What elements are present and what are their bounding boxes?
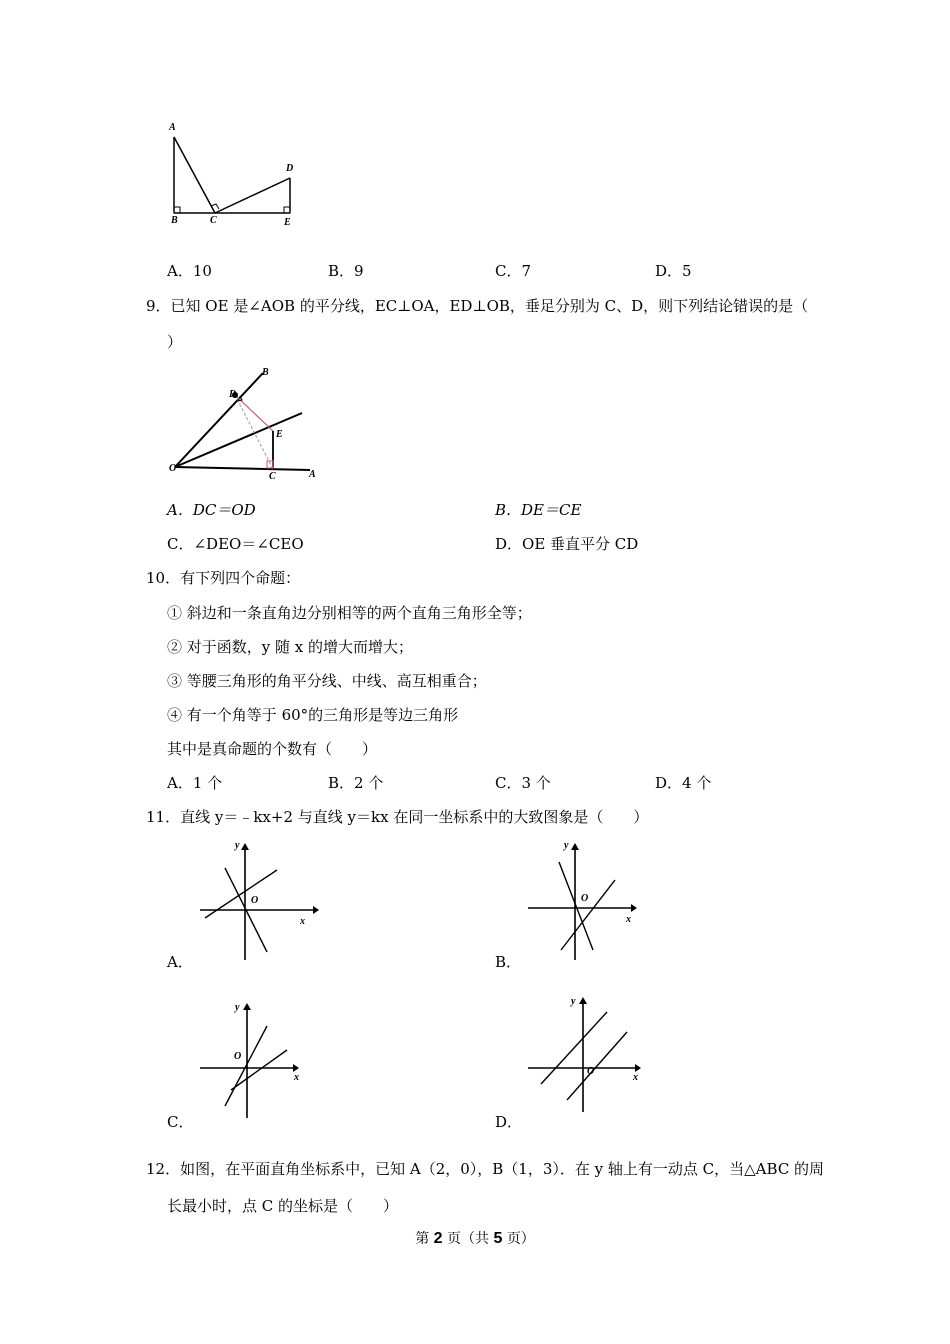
q11-d-o-label: O [587,1066,595,1077]
footer-page-number: 2 [433,1230,443,1247]
q9-label-o: O [169,463,177,474]
q11-a-x-label: x [300,916,305,927]
q8-option-a[interactable]: A．10 [167,262,212,280]
q10-option-c[interactable]: C．3 个 [495,774,551,792]
q11-c-y-label: y [235,1002,240,1013]
q10-item-3-num: ③ [167,672,183,690]
footer-total-pages: 5 [493,1230,503,1247]
q9-label-c: C [269,471,276,482]
q10-item-1-text: 斜边和一条直角边分别相等的两个直角三角形全等； [186,604,532,622]
q9-label-b: B [262,367,269,378]
footer-prefix: 第 [415,1231,430,1247]
q10-item-4 [167,705,458,725]
q11-a-y-label: y [235,840,240,851]
q11-option-a[interactable]: A． [167,953,193,971]
q9-option-b[interactable]: B．DE＝CE [495,501,582,519]
q10-item-3 [167,671,487,691]
q8-figure [160,120,310,235]
q9-stem-line2: ） [167,333,183,351]
q9-label-d: D [229,389,237,400]
q10-item-3-text: 等腰三角形的角平分线、中线、高互相重合； [186,672,487,690]
q11-c-x-label: x [294,1072,299,1083]
q11-graph-b [523,840,648,965]
q9-option-c[interactable]: C．∠DEO＝∠CEO [167,535,304,553]
q10-item-2-text: 对于函数，y 随 x 的增大而增大； [186,638,414,656]
q8-option-b[interactable]: B．9 [328,262,364,280]
q11-option-d[interactable]: D． [495,1113,523,1131]
q8-option-c[interactable]: C．7 [495,262,532,280]
q9-stem-line1: 9．已知 OE 是∠AOB 的平分线，EC⊥OA，ED⊥OB，垂足分别为 C、D，则下列结论错误的是（ [146,297,809,315]
q10-item-4-num: ④ [167,706,183,724]
q8-label-a: A [169,122,176,133]
q12-stem-line2: 长最小时，点 C 的坐标是（ ） [167,1197,399,1215]
q10-item-2 [167,637,413,657]
q10-item-2-num: ② [167,638,183,656]
q11-d-x-label: x [633,1072,638,1083]
q8-label-e: E [284,217,291,228]
q11-graph-c-plot [195,998,320,1123]
q10-item-1 [167,603,532,623]
q8-option-d[interactable]: D．5 [655,262,692,280]
q9-diagram [165,365,325,485]
q11-stem: 11．直线 y＝﹣kx+2 与直线 y＝kx 在同一坐标系中的大致图象是（ ） [146,808,649,826]
q9-option-a[interactable]: A．DC＝OD [167,501,256,519]
q10-question: 其中是真命题的个数有（ ） [167,740,378,758]
footer-suffix: 页） [506,1231,535,1247]
q11-c-o-label: O [234,1051,242,1062]
q11-d-y-label: y [571,996,576,1007]
q8-label-b: B [171,215,178,226]
q11-graph-d [523,992,648,1117]
q10-item-4-text: 有一个角等于 60°的三角形是等边三角形 [186,706,459,724]
q11-a-o-label: O [251,895,259,906]
q9-label-e: E [276,429,283,440]
q9-option-d[interactable]: D．OE 垂直平分 CD [495,535,639,553]
q9-label-a: A [309,469,316,480]
q10-option-a[interactable]: A．1 个 [167,774,223,792]
q10-option-b[interactable]: B．2 个 [328,774,384,792]
q8-label-c: C [210,215,217,226]
q9-figure [165,365,325,485]
q11-b-x-label: x [626,914,631,925]
q10-option-d[interactable]: D．4 个 [655,774,712,792]
q11-option-c[interactable]: C． [167,1113,194,1131]
q11-graph-d-plot [523,992,648,1117]
q11-option-b[interactable]: B． [495,953,522,971]
q11-graph-c [195,998,320,1123]
q11-b-o-label: O [581,893,589,904]
q10-stem: 10．有下列四个命题： [146,569,301,587]
footer-mid: 页（共 [447,1231,489,1247]
q10-item-1-num: ① [167,604,183,622]
page-footer [0,1228,950,1248]
q12-stem-line1: 12．如图，在平面直角坐标系中，已知 A（2，0），B（1，3）．在 y 轴上有一动点 C，当△ABC 的周 [146,1160,825,1178]
q11-graph-a [195,840,320,965]
q11-b-y-label: y [564,840,569,851]
q8-label-d: D [286,163,294,174]
